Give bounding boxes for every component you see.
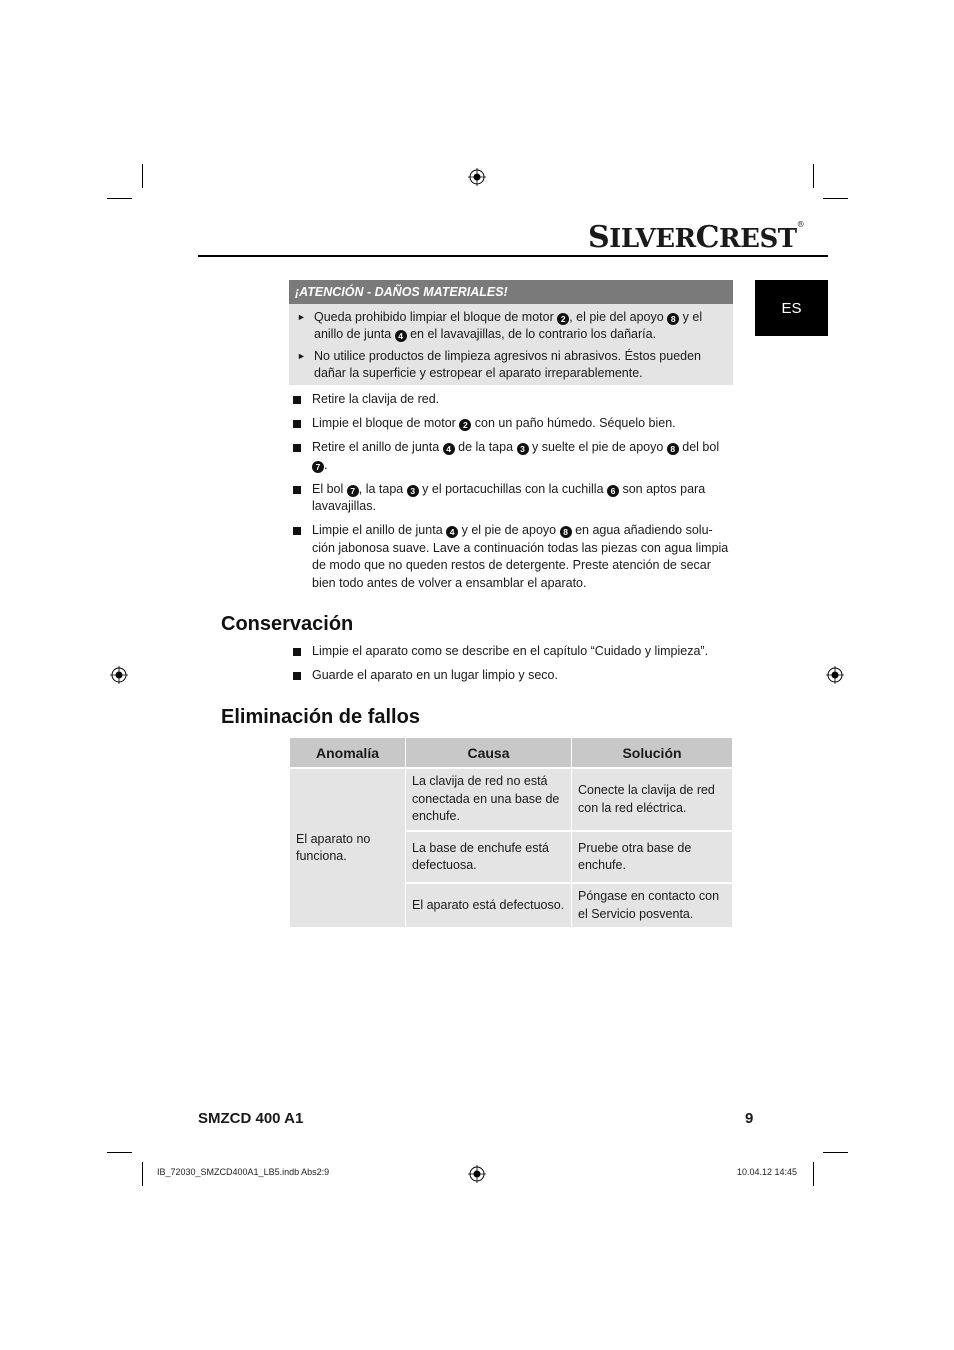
text-segment: Guarde el aparato en un lugar limpio y seco. (312, 668, 558, 682)
print-slug-file: IB_72030_SMZCD400A1_LB5.indb Abs2:9 (157, 1167, 330, 1177)
bullet-square-icon (293, 444, 301, 452)
crop-mark (813, 164, 814, 188)
table-row (290, 767, 732, 830)
list-item (292, 415, 734, 433)
bullet-square-icon (293, 396, 301, 404)
warning-item (289, 348, 733, 382)
column-header-solution: Solución (572, 738, 732, 767)
text-segment: Limpie el anillo de junta (312, 523, 447, 537)
crop-mark (107, 198, 132, 199)
text-segment: y el anillo de junta (314, 310, 703, 341)
crop-mark (813, 1162, 814, 1186)
crop-mark (142, 164, 143, 188)
text-segment: El bol (312, 481, 347, 496)
part-number-badge: 4 (443, 443, 455, 455)
warning-list (289, 309, 733, 382)
part-number-badge: 4 (446, 526, 458, 538)
part-number-badge: 8 (667, 313, 679, 325)
text-segment: del bol (678, 440, 720, 454)
text-segment: , la tapa (358, 481, 407, 496)
list-item (292, 667, 734, 685)
pointer-arrow-icon: ► (297, 351, 306, 361)
text-segment: con un paño húmedo. Séquelo bien. (471, 416, 676, 430)
text-segment: Limpie el aparato como se describe en el capítulo “Cuidado y limpieza”. (312, 644, 709, 658)
crop-mark (107, 1152, 132, 1153)
bullet-square-icon (293, 486, 301, 494)
warning-item (289, 309, 733, 343)
header-rule (198, 255, 828, 257)
registration-mark-icon (110, 666, 128, 684)
pointer-arrow-icon: ► (297, 312, 306, 322)
model-number: SMZCD 400 A1 (198, 1110, 304, 1127)
text-segment: Retire el anillo de junta (312, 440, 443, 454)
table-header-row (290, 738, 732, 767)
list-item (292, 391, 734, 409)
part-number-badge: 7 (312, 461, 324, 473)
solution-cell: Conecte la clavija de red con la red eléctrica. (572, 767, 732, 830)
crop-mark (823, 1152, 848, 1153)
text-segment: Queda prohibido limpiar el bloque de motor (314, 310, 558, 324)
troubleshooting-table (290, 738, 732, 927)
part-number-badge: 4 (395, 330, 407, 342)
warning-title: ¡ATENCIÓN - DAÑOS MATERIALES! (289, 280, 733, 304)
bullet-square-icon (293, 527, 301, 535)
part-number-badge: 3 (407, 485, 419, 497)
registration-mark-icon (826, 666, 844, 684)
list-item (292, 522, 734, 592)
warning-box (289, 280, 733, 385)
text-segment: . (324, 457, 328, 472)
part-number-badge: 8 (560, 526, 572, 538)
text-segment: en agua añadiendo solu-ción jabonosa suave. Lave a continuación todas las piezas con agua limpia de modo que no queden restos de detergente. Preste atención de secar bien todo antes de volver a ensamblar el aparato. (312, 523, 729, 590)
solution-cell: Póngase en contacto con el Servicio posventa. (572, 882, 732, 927)
column-header-cause: Causa (406, 738, 572, 767)
text-segment: No utilice productos de limpieza agresivos ni abrasivos. Éstos pueden dañar la superficie y estropear el aparato irreparablemente. (314, 349, 702, 380)
anomaly-cell: El aparato no funciona. (290, 767, 406, 927)
text-segment: y suelte el pie de apoyo (528, 440, 667, 454)
troubleshooting-heading: Eliminación de fallos (221, 706, 420, 728)
part-number-badge: 2 (459, 419, 471, 431)
list-item (292, 439, 734, 474)
text-segment: y el portacuchillas con la cuchilla (418, 481, 607, 496)
text-segment: de la tapa (454, 440, 517, 454)
print-slug-datetime: 10.04.12 14:45 (737, 1167, 798, 1177)
text-segment: son aptos para lavavajillas. (312, 481, 706, 513)
part-number-badge: 6 (607, 485, 619, 497)
list-item (292, 481, 734, 516)
text-segment: en el lavavajillas, de lo contrario los dañaría. (406, 327, 657, 341)
list-item (292, 643, 734, 661)
crop-mark (823, 198, 848, 199)
part-number-badge: 7 (347, 485, 359, 497)
column-header-anomaly: Anomalía (290, 738, 406, 767)
cause-cell: El aparato está defectuoso. (406, 882, 572, 927)
part-number-badge: 8 (667, 443, 679, 455)
crop-mark (142, 1162, 143, 1186)
part-number-badge: 3 (517, 443, 529, 455)
bullet-square-icon (293, 648, 301, 656)
brand-logo: SILVERCREST® (588, 220, 805, 255)
text-segment: Retire la clavija de red. (312, 392, 440, 406)
text-segment: , el pie del apoyo (569, 310, 668, 324)
registration-mark-icon (468, 1165, 486, 1183)
bullet-square-icon (293, 672, 301, 680)
conservation-list (292, 643, 734, 691)
page-number: 9 (745, 1110, 754, 1127)
conservation-heading: Conservación (221, 613, 354, 635)
cause-cell: La base de enchufe está defectuosa. (406, 830, 572, 882)
bullet-square-icon (293, 420, 301, 428)
solution-cell: Pruebe otra base de enchufe. (572, 830, 732, 882)
cause-cell: La clavija de red no está conectada en una base de enchufe. (406, 767, 572, 830)
text-segment: y el pie de apoyo (458, 523, 560, 537)
part-number-badge: 2 (557, 313, 569, 325)
registration-mark-icon (468, 168, 486, 186)
language-tab: ES (755, 280, 828, 336)
cleaning-steps-list (292, 391, 734, 599)
text-segment: Limpie el bloque de motor (312, 416, 460, 430)
